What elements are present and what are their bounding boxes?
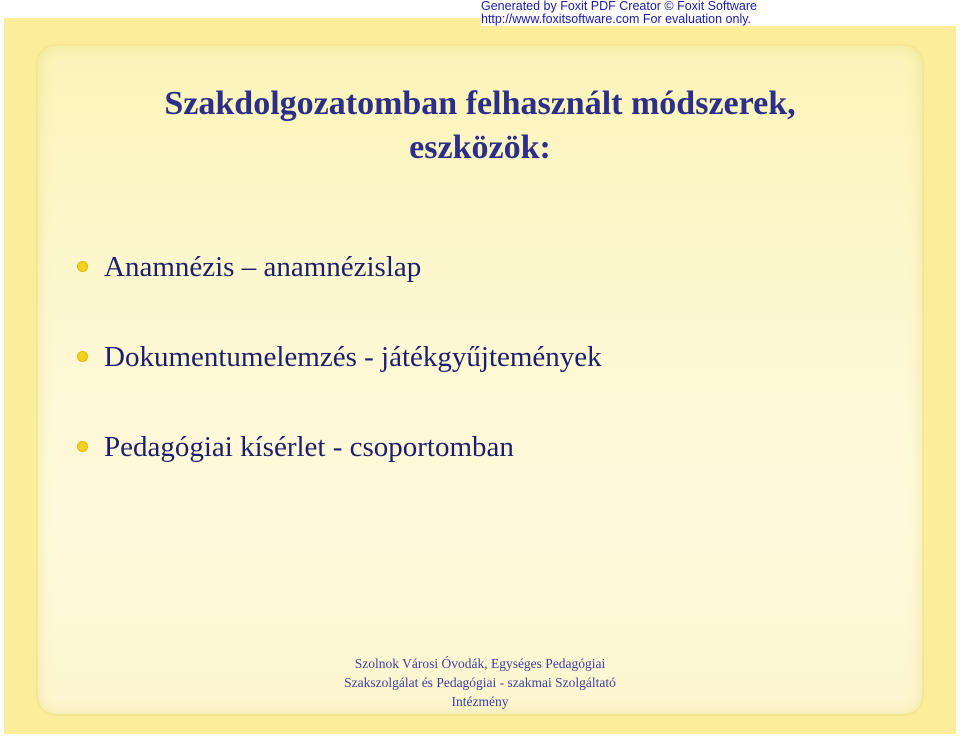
bullet-text: Pedagógiai kísérlet - csoportomban <box>104 431 514 463</box>
watermark-line-1: Generated by Foxit PDF Creator © Foxit Software <box>481 0 757 13</box>
bullet-item <box>76 428 916 518</box>
bullet-list <box>76 248 916 518</box>
title-line-1: Szakdolgozatomban felhasznált módszerek, <box>164 85 796 122</box>
title-line-2: eszközök: <box>409 129 551 166</box>
bullet-dot-icon <box>78 352 87 361</box>
slide-footer <box>280 654 680 711</box>
bullet-dot-icon <box>78 262 87 271</box>
bullet-text: Anamnézis – anamnézislap <box>104 251 422 283</box>
bullet-item <box>76 338 916 428</box>
watermark <box>481 0 960 26</box>
footer-line-3: Intézmény <box>451 694 509 709</box>
bullet-dot-icon <box>78 442 87 451</box>
footer-line-1: Szolnok Városi Óvodák, Egységes Pedagógiai <box>354 656 606 671</box>
bullet-item <box>76 248 916 338</box>
bullet-text: Dokumentumelemzés - játékgyűjtemények <box>104 341 602 373</box>
watermark-line-2: http://www.foxitsoftware.com For evaluation only. <box>481 12 752 26</box>
slide-title <box>40 82 920 170</box>
footer-line-2: Szakszolgálat és Pedagógiai - szakmai Szolgáltató <box>344 675 616 690</box>
